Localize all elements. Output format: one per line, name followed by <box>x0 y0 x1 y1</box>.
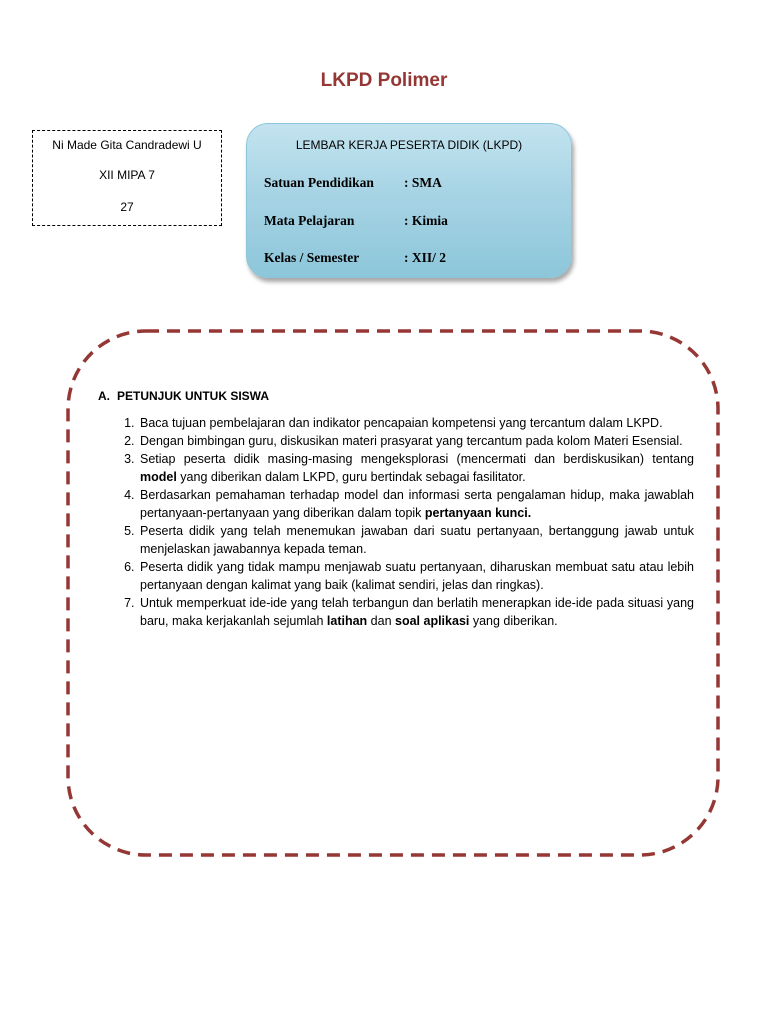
info-value: : Kimia <box>404 213 448 228</box>
student-number: 27 <box>120 200 134 214</box>
instruction-item <box>138 432 694 450</box>
instruction-emphasis: pertanyaan kunci. <box>424 506 532 520</box>
instruction-text: Baca tujuan pembelajaran dan indikator pencapaian kompetensi yang tercantum dalam LKPD. <box>140 416 663 430</box>
instruction-text: Berdasarkan pemahaman terhadap model dan informasi serta pengalaman hidup, maka jawablah pertanyaan-pertanyaan yang diberikan dalam topik <box>140 488 694 520</box>
section-title: PETUNJUK UNTUK SISWA <box>117 389 270 403</box>
student-name: Ni Made Gita Candradewi U <box>52 138 202 152</box>
instruction-item <box>138 450 694 486</box>
info-heading: LEMBAR KERJA PESERTA DIDIK (LKPD) <box>295 138 523 152</box>
instruction-list <box>98 414 694 630</box>
instruction-text: dan <box>367 614 396 628</box>
info-label: Kelas / Semester <box>264 250 360 265</box>
lkpd-info-panel <box>246 123 572 278</box>
info-row <box>264 250 446 266</box>
info-value: : XII/ 2 <box>404 250 447 265</box>
section-letter: A. <box>98 389 110 403</box>
instruction-text: Peserta didik yang tidak mampu menjawab suatu pertanyaan, diharuskan membuat satu atau lebih pertanyaan dengan kalimat yang baik (kalimat sendiri, jelas dan ringkas). <box>140 560 694 592</box>
page-title: LKPD Polimer <box>320 70 448 91</box>
instruction-text: Dengan bimbingan guru, diskusikan materi prasyarat yang tercantum pada kolom Materi Esensial. <box>140 434 683 448</box>
section-heading <box>98 389 269 403</box>
info-row <box>264 175 442 191</box>
student-class: XII MIPA 7 <box>99 168 155 182</box>
instruction-item <box>138 486 694 522</box>
instruction-text: Setiap peserta didik masing-masing mengeksplorasi (mencermati dan berdiskusikan) tentang <box>140 452 694 466</box>
instruction-emphasis: model <box>140 470 177 484</box>
instruction-emphasis: latihan <box>326 614 368 628</box>
instruction-item <box>138 522 694 558</box>
info-label: Satuan Pendidikan <box>264 175 374 190</box>
instruction-emphasis: soal aplikasi <box>395 614 470 628</box>
instruction-text: yang diberikan. <box>469 614 558 628</box>
instruction-text: Peserta didik yang telah menemukan jawaban dari suatu pertanyaan, bertanggung jawab untuk menjelaskan jawabannya kepada teman. <box>140 524 694 556</box>
info-label: Mata Pelajaran <box>264 213 355 228</box>
info-row <box>264 213 448 229</box>
instruction-text: Untuk memperkuat ide-ide yang telah terbangun dan berlatih menerapkan ide-ide pada situasi yang baru, maka kerjakanlah sejumlah <box>140 596 694 628</box>
instruction-item <box>138 558 694 594</box>
instruction-item <box>138 414 694 432</box>
info-value: : SMA <box>404 175 442 190</box>
instruction-text: yang diberikan dalam LKPD, guru bertindak sebagai fasilitator. <box>176 470 526 484</box>
student-identity-box <box>32 130 222 226</box>
instruction-item <box>138 594 694 630</box>
